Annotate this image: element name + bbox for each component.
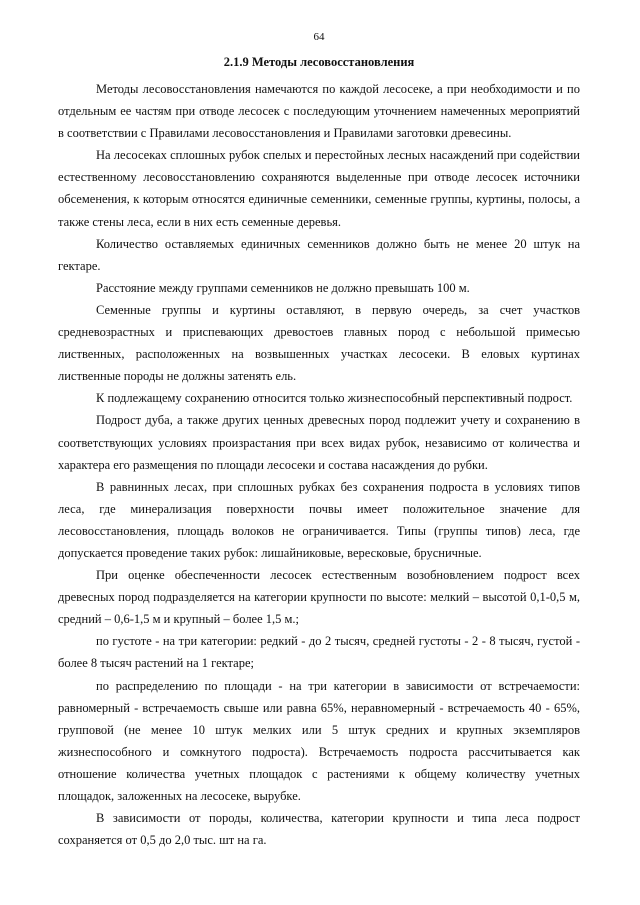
paragraph: Количество оставляемых единичных семенников должно быть не менее 20 штук на гектаре.: [58, 236, 580, 273]
paragraph: по густоте - на три категории: редкий - до 2 тысяч, средней густоты - 2 - 8 тысяч, густой - более 8 тысяч растений на 1 гектаре;: [58, 634, 580, 671]
paragraph: На лесосеках сплошных рубок спелых и перестойных лесных насаждений при содействии естественному лесовосстановлению сохраняются выделенные при отводе лесосек источники обсеменения, к которым относятся единичные семенники, семенные группы, куртины, полосы, а также стены леса, если в них есть семенные деревья.: [58, 148, 580, 229]
section-heading: 2.1.9 Методы лесовосстановления: [223, 55, 415, 69]
paragraph: по распределению по площади - на три категории в зависимости от встречаемости: равномерный - встречаемость свыше или равна 65%, неравномерный - встречаемость 40 - 65%, групповой (не менее 10 штук мелких или 5 штук средних и крупных экземпляров жизнеспособного и сомкнутого подроста). Встречаемость подроста рассчитывается как отношение количества учетных площадок с растениями к общему количеству учетных площадок, заложенных на лесосеке, вырубке.: [58, 678, 580, 803]
page-number: 64: [313, 31, 325, 43]
paragraph: При оценке обеспеченности лесосек естественным возобновлением подрост всех древесных пород подразделяется на категории крупности по высоте: мелкий – высотой 0,1-0,5 м, средний – 0,6-1,5 м и крупный – более 1,5 м.;: [58, 568, 580, 627]
paragraph: Семенные группы и куртины оставляют, в первую очередь, за счет участков средневозрастных и приспевающих древостоев главных пород с небольшой примесью лиственных, расположенных на возвышенных участках лесосеки. В еловых куртинах лиственные породы не должны затенять ель.: [58, 302, 580, 384]
paragraph: В зависимости от породы, количества, категории крупности и типа леса подрост сохраняется от 0,5 до 2,0 тыс. шт на га.: [58, 811, 580, 848]
paragraph: Расстояние между группами семенников не должно превышать 100 м.: [96, 280, 470, 295]
paragraph: Подрост дуба, а также других ценных древесных пород подлежит учету и сохранению в соответствующих условиях произрастания при всех видах рубок, независимо от количества и характера его размещения по площади лесосеки и состава насаждения до рубки.: [58, 413, 580, 472]
paragraph: Методы лесовосстановления намечаются по каждой лесосеке, а при необходимости и по отдельным ее частям при отводе лесосек с последующим уточнением намеченных мероприятий в соответствии с Правилами лесовосстановления и Правилами заготовки древесины.: [58, 82, 580, 141]
body-text: [58, 78, 580, 851]
paragraph: К подлежащему сохранению относится только жизнеспособный перспективный подрост.: [96, 391, 573, 406]
paragraph: В равнинных лесах, при сплошных рубках без сохранения подроста в условиях типов леса, где минерализация поверхности почвы имеет положительное значение для лесовосстановления, площадь волоков не ограничивается. Типы (группы типов) леса, где допускается проведение таких рубок: лишайниковые, вересковые, брусничные.: [58, 479, 580, 560]
